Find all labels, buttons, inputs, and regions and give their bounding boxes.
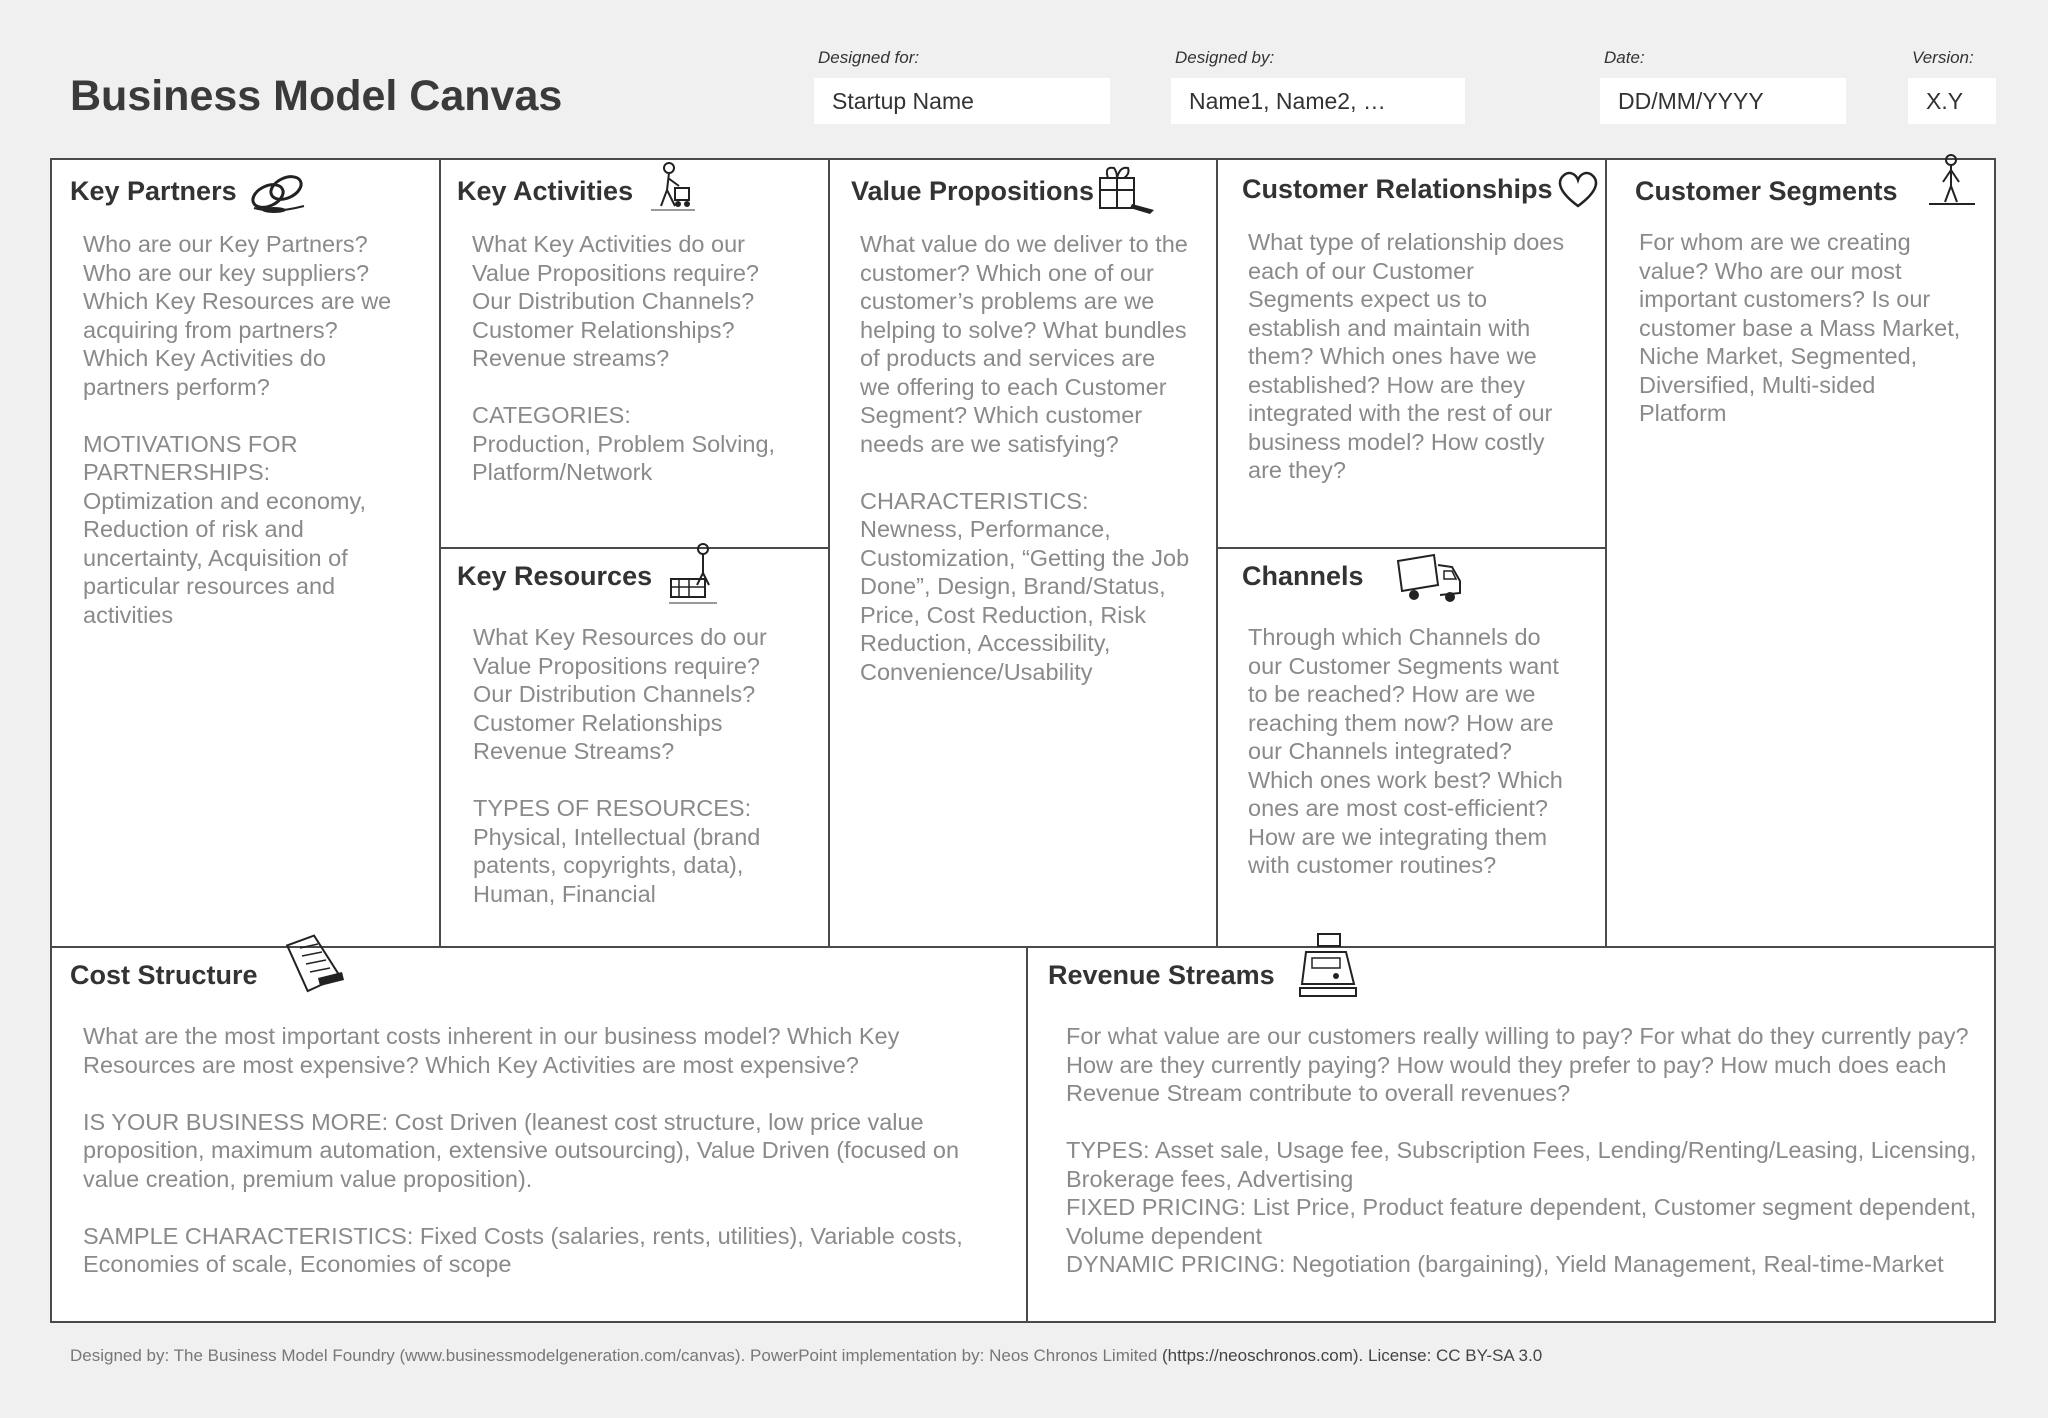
designed-by-field-group bbox=[1171, 48, 1465, 124]
price-tag-icon bbox=[278, 934, 348, 998]
gift-box-icon bbox=[1094, 160, 1160, 216]
revenue-streams-block[interactable] bbox=[1028, 948, 1994, 1321]
worker-with-factory-icon bbox=[667, 541, 723, 611]
key-resources-text: What Key Resources do our Value Propositions require? Our Distribution Channels? Customer Relationships Revenue Streams? TYPES OF RESOURCES: Physical, Intellectual (brand patents, copyrights, data), Human, Financial bbox=[473, 624, 767, 907]
version-input[interactable]: X.Y bbox=[1908, 78, 1996, 124]
cost-structure-title: Cost Structure bbox=[70, 960, 258, 990]
channels-block[interactable] bbox=[1218, 549, 1605, 946]
version-field-group bbox=[1908, 48, 1996, 124]
designed-by-label: Designed by: bbox=[1175, 48, 1275, 67]
date-field-group bbox=[1600, 48, 1846, 124]
revenue-streams-text: For what value are our customers really willing to pay? For what do they currently pay? How are they currently paying? How would they prefer to pay? How much does each Revenue Stream contribute to overall revenues? TYPES: Asset sale, Usage fee, Subscription Fees, Lending/Renting/Leasing, Licensing, Brokerage fees, Advertising FIXED PRICING: List Price, Product feature dependent, Customer segment dependent, Volume dependent DYNAMIC PRICING: Negotiation (bargaining), Yield Management, Real-time-Market bbox=[1066, 1023, 1977, 1277]
chain-links-icon bbox=[244, 166, 310, 216]
customer-segments-text: For whom are we creating value? Who are our most important customers? Is our customer base a Mass Market, Niche Market, Segmented, Diversified, Multi-sided Platform bbox=[1639, 229, 1961, 426]
key-resources-title: Key Resources bbox=[457, 561, 653, 591]
date-input[interactable]: DD/MM/YYYY bbox=[1600, 78, 1846, 124]
key-activities-title: Key Activities bbox=[457, 176, 634, 206]
customer-segments-block[interactable] bbox=[1607, 160, 1994, 946]
key-activities-block[interactable] bbox=[441, 160, 828, 547]
designed-for-input[interactable]: Startup Name bbox=[814, 78, 1110, 124]
key-partners-text: Who are our Key Partners? Who are our key suppliers? Which Key Resources are we acquiring from partners? Which Key Activities do partners perform? MOTIVATIONS FOR PARTNERSHIPS: Optimization and economy, Reduction of risk and uncertainty, Acquisition of particular resources and activities bbox=[83, 231, 392, 628]
date-label: Date: bbox=[1604, 48, 1645, 67]
revenue-streams-title: Revenue Streams bbox=[1048, 960, 1275, 990]
channels-text: Through which Channels do our Customer Segments want to be reached? How are we reaching them now? How are our Channels integrated? Which ones work best? Which ones are most cost-efficient? How are we integrating them with customer routines? bbox=[1248, 624, 1563, 878]
designed-for-label: Designed for: bbox=[818, 48, 920, 67]
key-partners-block[interactable] bbox=[52, 160, 439, 946]
standing-person-icon bbox=[1925, 152, 1979, 212]
business-model-canvas bbox=[50, 158, 1996, 1323]
value-propositions-text: What value do we deliver to the customer? Which one of our customer’s problems are we helping to solve? What bundles of products and services are we offering to each Customer Segment? Which customer needs are we satisfying? CHARACTERISTICS: Newness, Performance, Customization, “Getting the Job Done”, Design, Brand/Status, Price, Cost Reduction, Risk Reduction, Accessibility, Convenience/Usability bbox=[860, 231, 1190, 685]
cost-structure-block[interactable] bbox=[52, 948, 1026, 1321]
cost-structure-text: What are the most important costs inherent in our business model? Which Key Resources are most expensive? Which Key Activities are most expensive? IS YOUR BUSINESS MORE: Cost Driven (leanest cost structure, low price value proposition, maximum automation, extensive outsourcing), Value Driven (focused on value creation, premium value proposition). SAMPLE CHARACTERISTICS: Fixed Costs (salaries, rents, utilities), Variable costs, Economies of scale, Economies of scope bbox=[83, 1023, 963, 1277]
attribution-footer bbox=[70, 1346, 1542, 1366]
delivery-truck-icon bbox=[1394, 551, 1466, 607]
customer-relationships-title: Customer Relationships bbox=[1242, 174, 1553, 204]
heart-icon bbox=[1555, 168, 1601, 210]
key-activities-text: What Key Activities do our Value Propositions require? Our Distribution Channels? Customer Relationships? Revenue streams? CATEGORIES: Production, Problem Solving, Platform/Network bbox=[472, 231, 776, 485]
value-propositions-title: Value Propositions bbox=[851, 176, 1095, 206]
version-label: Version: bbox=[1912, 48, 1974, 67]
designed-for-field-group bbox=[814, 48, 1110, 124]
customer-relationships-block[interactable] bbox=[1218, 160, 1605, 547]
footer-link[interactable]: (https://neoschronos.com). License: CC BY-SA 3.0 bbox=[1162, 1346, 1543, 1365]
customer-relationships-text: What type of relationship does each of our Customer Segments expect us to establish and maintain with them? Which ones have we established? How are they integrated with the rest of our business model? How costly are they? bbox=[1248, 229, 1565, 483]
key-partners-title: Key Partners bbox=[70, 176, 237, 206]
cash-register-icon bbox=[1296, 932, 1360, 1000]
channels-title: Channels bbox=[1242, 561, 1364, 591]
worker-with-cart-icon bbox=[647, 160, 699, 216]
footer-text: Designed by: The Business Model Foundry (www.businessmodelgeneration.com/canvas). PowerPoint implementation by: Neos Chronos Limited bbox=[70, 1346, 1158, 1365]
customer-segments-title: Customer Segments bbox=[1635, 176, 1898, 206]
value-propositions-block[interactable] bbox=[830, 160, 1216, 946]
designed-by-input[interactable]: Name1, Name2, … bbox=[1171, 78, 1465, 124]
page-title: Business Model Canvas bbox=[70, 72, 563, 120]
key-resources-block[interactable] bbox=[441, 549, 828, 946]
